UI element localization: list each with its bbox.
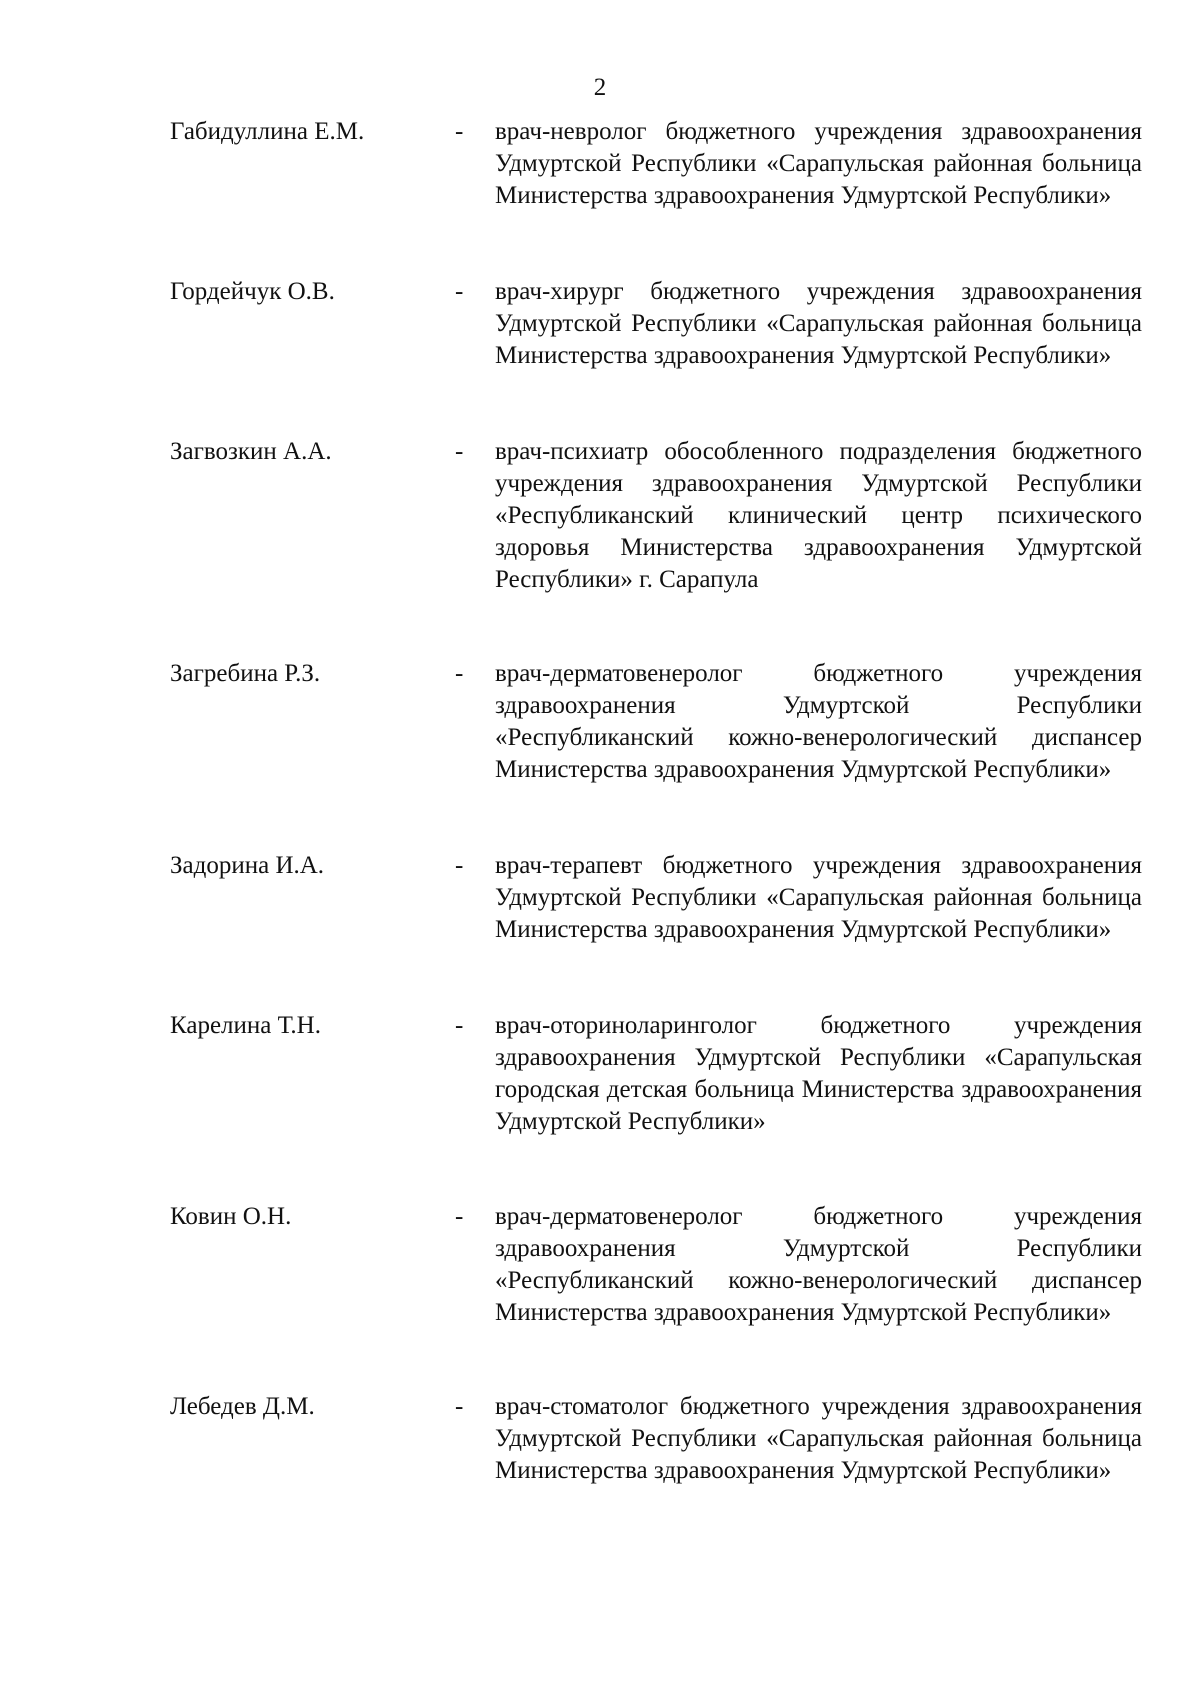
position-description: врач-дерматовенеролог бюджетного учреждения здравоохранения Удмуртской Республики «Республиканский кожно-венерологический диспансер Министерства здравоохранения Удмуртской Республики» [495,660,1142,783]
position-description: врач-невролог бюджетного учреждения здравоохранения Удмуртской Республики «Сарапульская районная больница Министерства здравоохранения Удмуртской Республики» [495,118,1142,209]
position-description: врач-оториноларинголог бюджетного учреждения здравоохранения Удмуртской Республики «Сарапульская городская детская больница Министерства здравоохранения Удмуртской Республики» [495,1012,1142,1135]
position-description: врач-дерматовенеролог бюджетного учреждения здравоохранения Удмуртской Республики «Республиканский кожно-венерологический диспансер Министерства здравоохранения Удмуртской Республики» [495,1203,1142,1326]
dash-separator: - [455,118,464,145]
page-number: 2 [593,74,607,101]
position-description: врач-терапевт бюджетного учреждения здравоохранения Удмуртской Республики «Сарапульская районная больница Министерства здравоохранения Удмуртской Республики» [495,852,1142,943]
dash-separator: - [455,1203,464,1230]
person-name: Ковин О.Н. [170,1203,292,1230]
position-description: врач-хирург бюджетного учреждения здравоохранения Удмуртской Республики «Сарапульская районная больница Министерства здравоохранения Удмуртской Республики» [495,278,1142,369]
dash-separator: - [455,1393,464,1420]
dash-separator: - [455,660,464,687]
position-description: врач-психиатр обособленного подразделения бюджетного учреждения здравоохранения Удмуртской Республики «Республиканский клинический центр психического здоровья Министерства здравоохранения Удмуртской Республики» г. Сарапула [495,438,1142,593]
dash-separator: - [455,852,464,879]
person-name: Задорина И.А. [170,852,325,879]
person-name: Лебедев Д.М. [170,1393,315,1420]
person-name: Гордейчук О.В. [170,278,335,305]
person-name: Загвозкин А.А. [170,438,332,465]
dash-separator: - [455,1012,464,1039]
position-description: врач-стоматолог бюджетного учреждения здравоохранения Удмуртской Республики «Сарапульская районная больница Министерства здравоохранения Удмуртской Республики» [495,1393,1142,1484]
person-name: Карелина Т.Н. [170,1012,321,1039]
person-name: Загребина Р.З. [170,660,321,687]
dash-separator: - [455,438,464,465]
person-name: Габидуллина Е.М. [170,118,365,145]
dash-separator: - [455,278,464,305]
